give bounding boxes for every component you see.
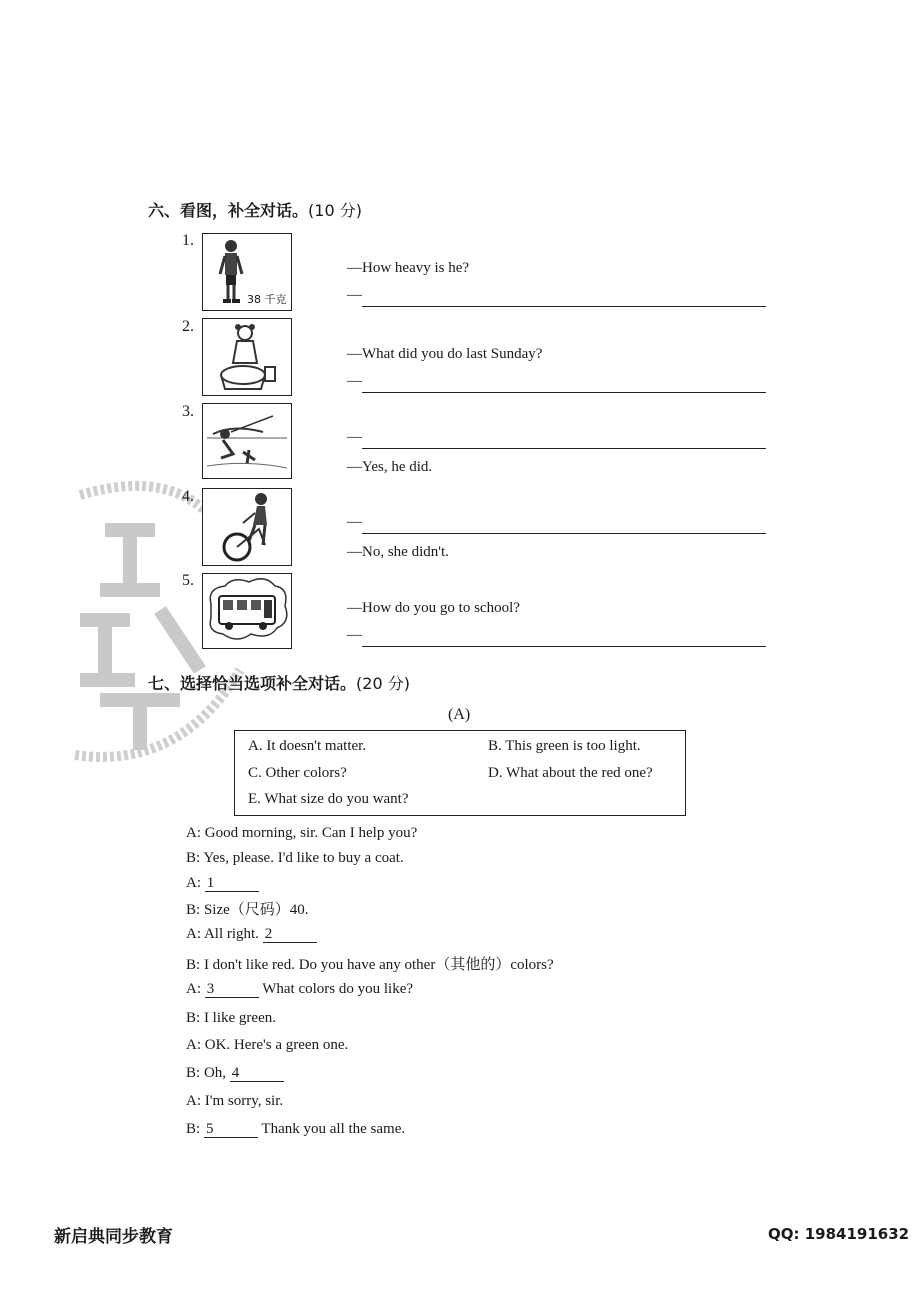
item-5-answer-line[interactable] <box>362 646 766 647</box>
blank-5-number: 5 <box>205 1121 214 1137</box>
dialogue-line-11 <box>186 1093 283 1110</box>
bus-icon <box>203 574 291 648</box>
item-5-line1: —How do you go to school? <box>347 600 520 616</box>
dialogue-line-6 <box>186 953 554 974</box>
dialogue-text: Good morning, sir. Can I help you? <box>204 825 418 841</box>
dialogue-text: Size（尺码）40. <box>203 902 309 918</box>
item-2-number: 2. <box>182 318 194 335</box>
item-1-line2: — <box>347 287 362 303</box>
section7-title-text: 七、选择恰当选项补全对话。 <box>148 674 357 693</box>
item-2-answer-line[interactable] <box>362 392 766 393</box>
dialogue-line-9 <box>186 1037 348 1054</box>
dialogue-text: I'm sorry, sir. <box>204 1093 284 1109</box>
item-1-line1: —How heavy is he? <box>347 260 470 276</box>
dialogue-text: I don't like red. Do you have any other（其他的）colors? <box>203 957 554 973</box>
item-1-picture <box>202 233 292 311</box>
girl-riding-bike-icon <box>203 489 291 565</box>
dialogue-text: I like green. <box>203 1010 276 1026</box>
item-3-line2: —Yes, he did. <box>347 459 433 475</box>
item-5-picture <box>202 573 292 649</box>
blank-1[interactable] <box>205 875 259 892</box>
item-5-number: 5. <box>182 572 194 589</box>
blank-2[interactable] <box>263 926 317 943</box>
dialogue-text: Thank you all the same. <box>261 1121 406 1137</box>
dialogue-line-10 <box>186 1065 284 1082</box>
item-2-line1: —What did you do last Sunday? <box>347 346 543 362</box>
girl-washing-icon <box>203 319 291 395</box>
dialogue-line-8 <box>186 1010 276 1027</box>
section6-title-text: 六、看图，补全对话。 <box>148 201 309 220</box>
item-4-answer-line[interactable] <box>362 533 766 534</box>
item-1-number: 1. <box>182 232 194 249</box>
speaker: B: <box>186 1121 201 1137</box>
option-b: B. This green is too light. <box>488 738 641 754</box>
blank-3-number: 3 <box>206 981 215 997</box>
speaker: B: <box>186 957 201 973</box>
blank-5[interactable] <box>204 1121 258 1138</box>
speaker: B: <box>186 850 201 866</box>
item-1-caption: 38 千克 <box>247 293 287 306</box>
speaker: A: <box>186 875 201 891</box>
dialogue-text: All right. <box>203 926 259 942</box>
dialogue-line-1 <box>186 825 417 842</box>
item-4-picture <box>202 488 292 566</box>
item-3-number: 3. <box>182 403 194 420</box>
item-3-picture <box>202 403 292 479</box>
item-3-answer-line[interactable] <box>362 448 766 449</box>
section7-part-label: (A) <box>448 706 471 723</box>
dialogue-line-7 <box>186 981 413 998</box>
blank-1-number: 1 <box>206 875 215 891</box>
footer-qq: QQ: 1984191632 <box>768 1225 910 1243</box>
speaker: B: <box>186 1010 201 1026</box>
man-fishing-icon <box>203 404 291 478</box>
option-a: A. It doesn't matter. <box>248 738 367 754</box>
item-2-picture <box>202 318 292 396</box>
section7-score: (20 分) <box>356 674 410 693</box>
speaker: A: <box>186 926 201 942</box>
dialogue-line-4 <box>186 898 309 919</box>
speaker: A: <box>186 825 201 841</box>
speaker: A: <box>186 1093 201 1109</box>
blank-4[interactable] <box>230 1065 284 1082</box>
dialogue-line-5 <box>186 926 317 943</box>
item-4-line2: —No, she didn't. <box>347 544 449 560</box>
dialogue-text: OK. Here's a green one. <box>204 1037 349 1053</box>
option-d: D. What about the red one? <box>488 765 653 781</box>
speaker: A: <box>186 1037 201 1053</box>
section6-title <box>148 198 362 221</box>
option-e: E. What size do you want? <box>248 791 409 807</box>
dialogue-line-3 <box>186 875 259 892</box>
blank-3[interactable] <box>205 981 259 998</box>
speaker: A: <box>186 981 201 997</box>
item-4-line1: — <box>347 514 362 530</box>
dialogue-text: What colors do you like? <box>262 981 414 997</box>
footer-brand: 新启典同步教育 <box>54 1227 173 1247</box>
dialogue-line-2 <box>186 850 404 867</box>
dialogue-text: Oh, <box>203 1065 227 1081</box>
item-5-line2: — <box>347 627 362 643</box>
item-4-number: 4. <box>182 488 194 505</box>
speaker: B: <box>186 902 201 918</box>
section7-title <box>148 671 410 694</box>
speaker: B: <box>186 1065 201 1081</box>
blank-4-number: 4 <box>231 1065 240 1081</box>
section6-score: (10 分) <box>308 201 362 220</box>
blank-2-number: 2 <box>264 926 273 942</box>
item-1-answer-line[interactable] <box>362 306 766 307</box>
option-c: C. Other colors? <box>248 765 347 781</box>
item-3-line1: — <box>347 429 362 445</box>
dialogue-line-12 <box>186 1121 405 1138</box>
item-2-line2: — <box>347 373 362 389</box>
dialogue-text: Yes, please. I'd like to buy a coat. <box>203 850 404 866</box>
